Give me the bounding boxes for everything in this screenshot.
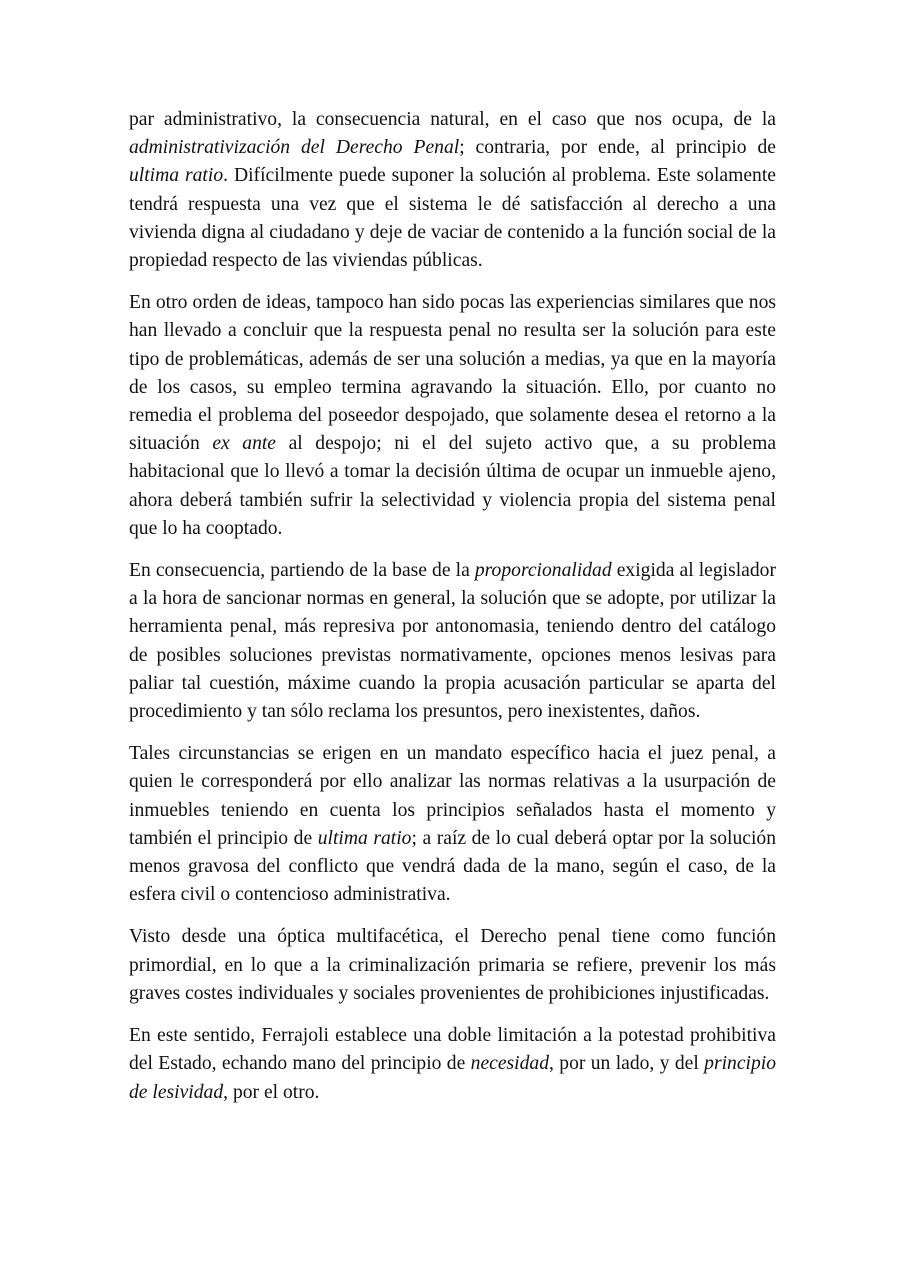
text-segment: ; contraria, por ende, al principio de (459, 137, 776, 159)
text-segment: En consecuencia, partiendo de la base de la (129, 560, 475, 582)
text-segment: Visto desde una óptica multifacética, el Derecho penal tiene como función primordial, en lo que a la criminalización primaria se refiere, prevenir los más graves costes individuales y sociales provenientes de prohibiciones injustificadas. (129, 926, 776, 1004)
text-segment: En otro orden de ideas, tampoco han sido pocas las experiencias similares que nos han llevado a concluir que la respuesta penal no resulta ser la solución para este tipo de problemáticas, además de ser una solución a medias, ya que en la mayoría de los casos, su empleo termina agravando la situación. Ello, por cuanto no remedia el problema del poseedor despojado, que solamente desea el retorno a la situación (129, 292, 776, 455)
italic-segment: ultima ratio (317, 827, 412, 849)
paragraph (129, 923, 776, 1008)
text-segment: exigida al legislador a la hora de sancionar normas en general, la solución que se adopte, por utilizar la herramienta penal, más represiva por antonomasia, teniendo dentro del catálogo de posibles soluciones previstas normativamente, opciones menos lesivas para paliar tal cuestión, máxime cuando la propia acusación particular se aparta del procedimiento y tan sólo reclama los presuntos, pero inexistentes, daños. (129, 560, 776, 723)
paragraph (129, 740, 776, 909)
text-segment: , por el otro. (223, 1081, 320, 1103)
italic-segment: necesidad (470, 1053, 550, 1075)
paragraph (129, 1022, 776, 1107)
italic-segment: ex ante (212, 433, 277, 455)
paragraph (129, 289, 776, 543)
text-segment: ; a raíz de lo cual deberá optar por la solución menos gravosa del conflicto que vendrá dada de la mano, según el caso, de la esfera civil o contencioso administrativa. (129, 827, 776, 906)
text-segment: , por un lado, y del (549, 1053, 705, 1075)
italic-segment: administrativización del Derecho Penal (129, 137, 460, 159)
text-segment: . Difícilmente puede suponer la solución al problema. Este solamente tendrá respuesta una vez que el sistema le dé satisfacción al derecho a una vivienda digna al ciudadano y deje de vaciar de contenido a la función social de la propiedad respecto de las viviendas públicas. (129, 165, 776, 272)
text-segment: En este sentido, Ferrajoli establece una doble limitación a la potestad prohibitiva del Estado, echando mano del principio de (129, 1025, 776, 1075)
body-text (129, 106, 776, 1107)
text-segment: par administrativo, la consecuencia natural, en el caso que nos ocupa, de la (129, 109, 776, 130)
italic-segment: principio de lesividad (129, 1053, 776, 1103)
paragraph (129, 106, 776, 275)
text-segment: Tales circunstancias se erigen en un mandato específico hacia el juez penal, a quien le corresponderá por ello analizar las normas relativas a la usurpación de inmuebles teniendo en cuenta los principios señalados hasta el momento y también el principio de (129, 743, 776, 849)
text-segment: al despojo; ni el del sujeto activo que, a su problema habitacional que lo llevó a tomar la decisión última de ocupar un inmueble ajeno, ahora deberá también sufrir la selectividad y violencia propia del sistema penal que lo ha cooptado. (129, 433, 777, 539)
paragraph (129, 557, 776, 726)
italic-segment: ultima ratio (129, 165, 224, 187)
italic-segment: proporcionalidad (474, 560, 612, 582)
